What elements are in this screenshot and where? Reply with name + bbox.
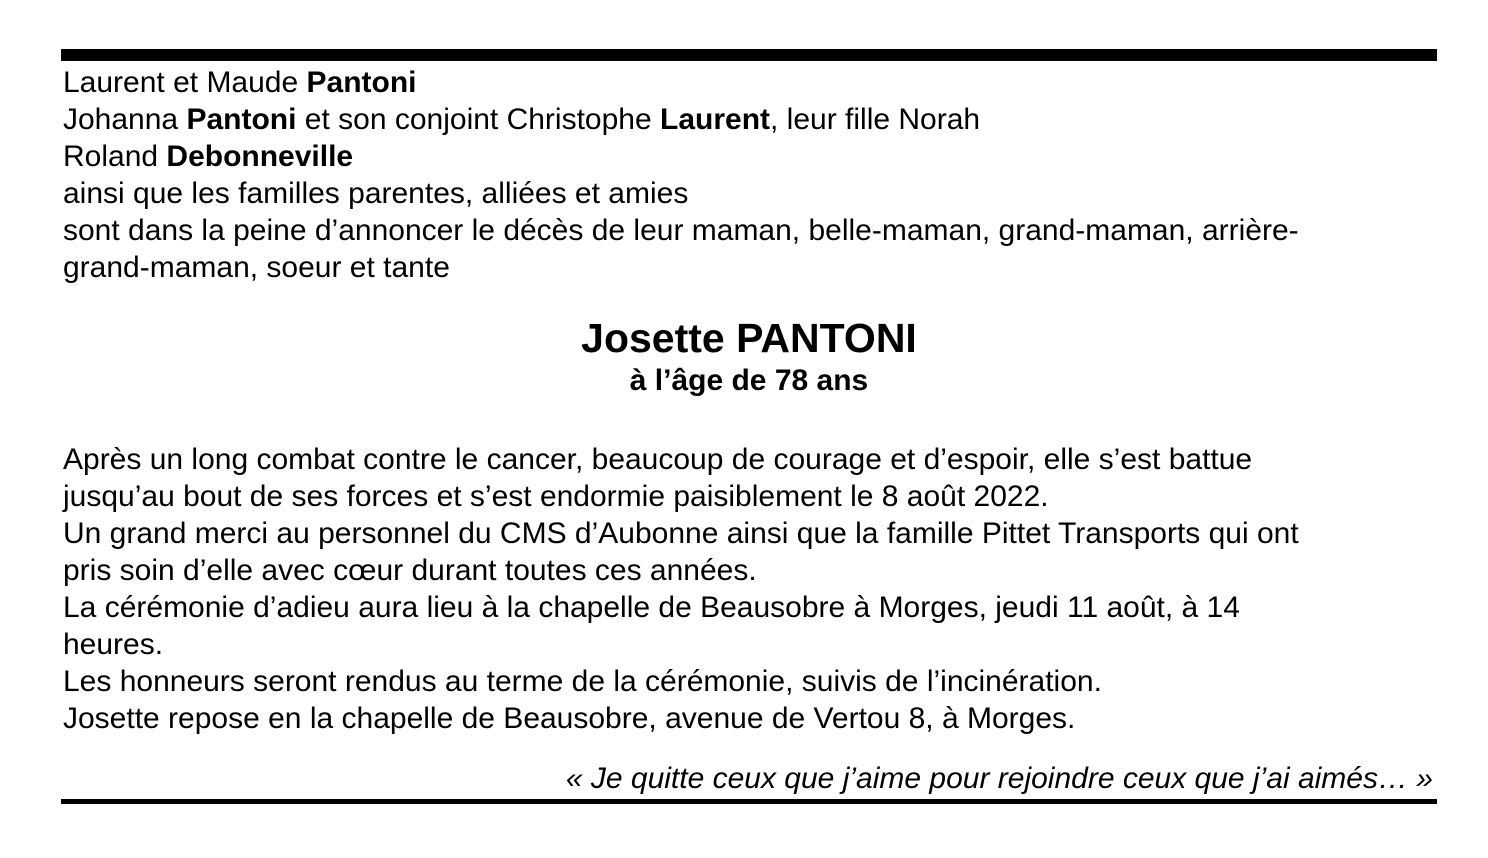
announcement-body [63, 441, 1437, 737]
intro-line-2-text-2: et son conjoint Christophe [296, 103, 660, 136]
body-line-4: pris soin d’elle avec cœur durant toutes ces années. [63, 554, 757, 587]
intro-line-4: ainsi que les familles parentes, alliées et amies [63, 177, 689, 210]
intro-line-2-text-1: Johanna [63, 103, 187, 136]
body-line-5: La cérémonie d’adieu aura lieu à la chapelle de Beausobre à Morges, jeudi 11 août, à 14 [63, 591, 1240, 624]
intro-line-3 [63, 138, 1437, 175]
body-line-2: jusqu’au bout de ses forces et s’est endormie paisiblement le 8 août 2022. [63, 480, 1049, 513]
intro-line-1 [63, 64, 1437, 101]
age-subtitle: à l’âge de 78 ans [629, 364, 869, 397]
body-line-3: Un grand merci au personnel du CMS d’Aubonne ainsi que la famille Pittet Transports qui ont [63, 517, 1299, 550]
body-line-8: Josette repose en la chapelle de Beausobre, avenue de Vertou 8, à Morges. [63, 702, 1076, 735]
intro-line-2-text-3: , leur fille Norah [770, 103, 981, 136]
family-name-debonneville: Debonneville [166, 140, 354, 173]
intro-line-1-text: Laurent et Maude [63, 66, 307, 99]
family-names-section [63, 64, 1437, 286]
intro-line-2 [63, 101, 1437, 138]
intro-line-5: sont dans la peine d’annoncer le décès de leur maman, belle-maman, grand-maman, arrière- [63, 214, 1299, 247]
bottom-rule [61, 799, 1437, 804]
family-name-pantoni: Pantoni [306, 66, 417, 99]
body-line-1: Après un long combat contre le cancer, beaucoup de courage et d’espoir, elle s’est battue [63, 443, 1253, 476]
body-line-6: heures. [63, 628, 164, 661]
family-name-laurent: Laurent [660, 103, 771, 136]
deceased-name-heading: Josette PANTONI [581, 315, 917, 361]
family-name-pantoni-2: Pantoni [186, 103, 297, 136]
closing-quote: « Je quitte ceux que j’aime pour rejoindre ceux que j’ai aimés… » [565, 762, 1433, 795]
body-line-7: Les honneurs seront rendus au terme de la cérémonie, suivis de l’incinération. [63, 665, 1102, 698]
top-rule [61, 49, 1437, 61]
intro-line-3-text: Roland [63, 140, 167, 173]
intro-line-6: grand-maman, soeur et tante [63, 251, 450, 284]
